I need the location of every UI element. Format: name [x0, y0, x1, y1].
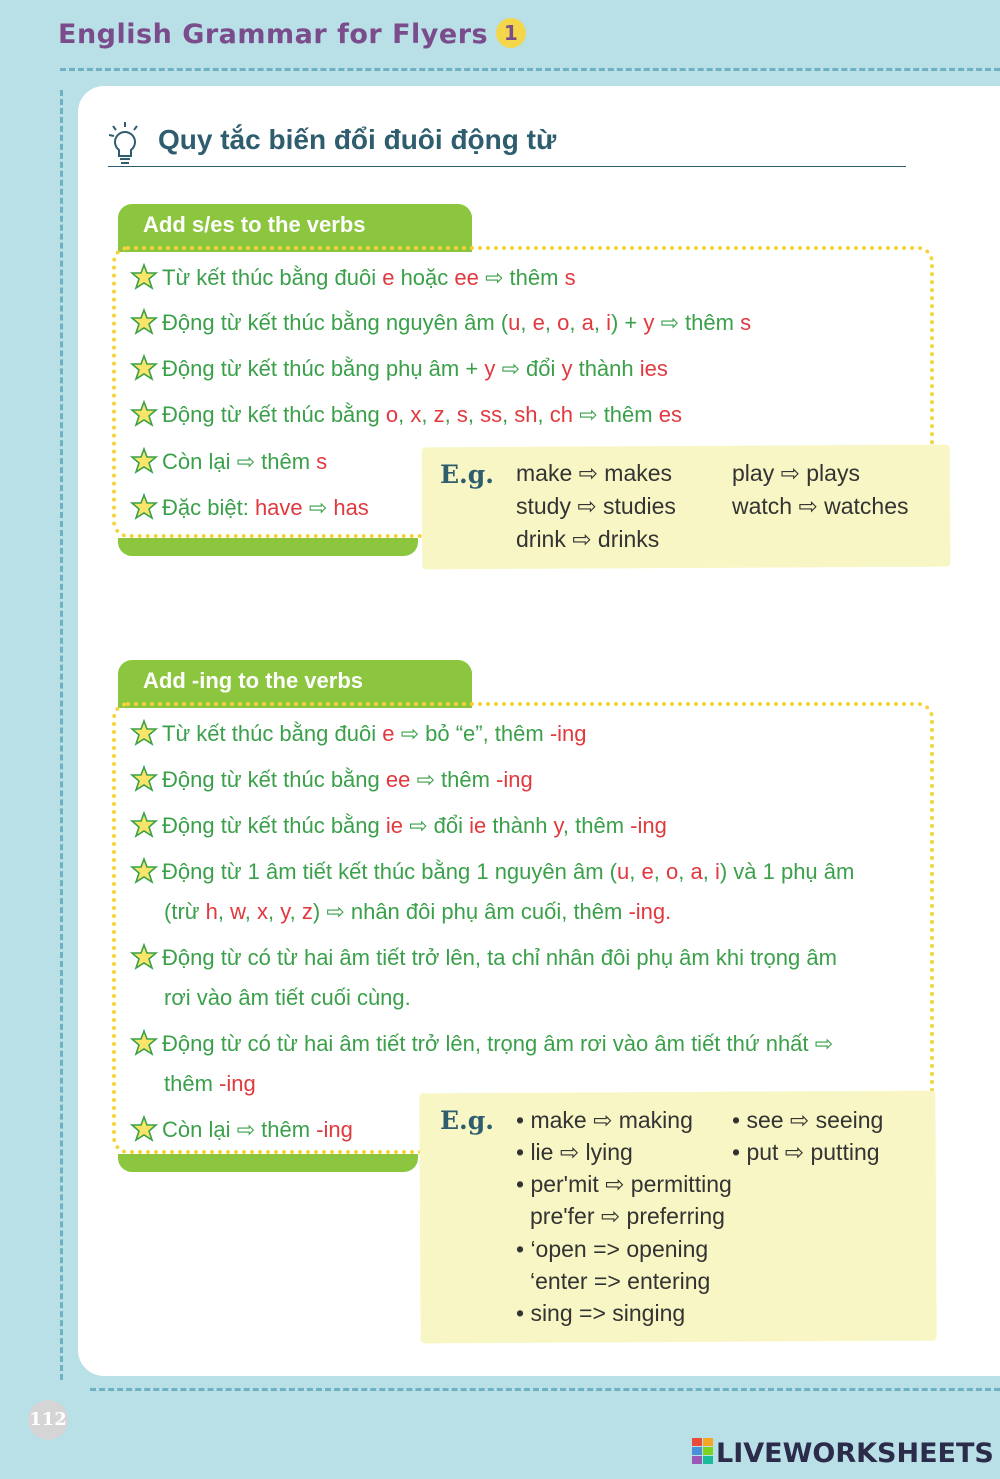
example-item: • see ⇨ seeing	[732, 1107, 884, 1133]
star-icon	[130, 447, 158, 475]
rule-text: ) +	[610, 310, 644, 335]
rule-line	[162, 813, 667, 838]
rule-line	[162, 356, 668, 381]
rule-text: ,	[217, 899, 231, 924]
rule-text: ,	[653, 859, 666, 884]
highlight-text: have	[254, 495, 303, 520]
main-heading	[108, 118, 906, 167]
highlight-text: y	[553, 813, 563, 838]
rule-text: ⇨	[302, 495, 334, 520]
rule-text: Động từ có từ hai âm tiết trở lên, trọng âm rơi vào âm tiết thứ nhất ⇨	[162, 1031, 834, 1056]
example-item: drink ⇨ drinks	[516, 526, 660, 552]
rule-text: ,	[244, 899, 258, 924]
highlight-text: -ing	[496, 767, 533, 792]
highlight-text: ee	[385, 767, 411, 792]
rule-item	[130, 852, 854, 932]
star-icon	[130, 857, 158, 885]
rule-text: Động từ kết thúc bằng	[162, 767, 386, 792]
rule-item	[130, 488, 369, 528]
page-number: 112	[28, 1400, 68, 1440]
dashed-border-left	[60, 90, 63, 1380]
rule-text: hoặc	[394, 265, 455, 290]
footer-brand-text: LIVEWORKSHEETS	[716, 1438, 994, 1469]
main-title: Quy tắc biến đổi đuôi động từ	[158, 124, 557, 155]
rule-text: ⇨ thêm	[573, 402, 659, 427]
highlight-text: s	[740, 310, 752, 335]
highlight-text: x	[257, 899, 269, 924]
rule-text: ,	[702, 859, 715, 884]
rule-text: ,	[544, 310, 558, 335]
highlight-text: a	[581, 310, 594, 335]
star-icon	[130, 765, 158, 793]
highlight-text: e	[382, 721, 395, 746]
highlight-text: h	[205, 899, 218, 924]
star-icon	[130, 1029, 158, 1057]
rule-text: ,	[502, 402, 515, 427]
rule-text: thêm	[164, 1071, 220, 1096]
rule-text: (trừ	[164, 899, 206, 924]
highlight-text: s	[456, 402, 468, 427]
section-footer-bar	[118, 538, 418, 556]
star-icon	[130, 400, 158, 428]
rule-text: Từ kết thúc bằng đuôi	[162, 265, 383, 290]
star-icon	[130, 943, 158, 971]
rule-text: ,	[678, 859, 691, 884]
highlight-text: s	[564, 265, 576, 290]
rule-text: ,	[268, 899, 281, 924]
rule-line	[162, 449, 327, 474]
highlight-text: e	[532, 310, 545, 335]
highlight-text: u	[508, 310, 521, 335]
rule-text: Động từ có từ hai âm tiết trở lên, ta chỉ nhân đôi phụ âm khi trọng âm	[162, 945, 837, 970]
highlight-text: y	[484, 356, 496, 381]
section-footer-bar	[118, 1154, 418, 1172]
rule-text: ,	[593, 310, 607, 335]
highlight-text: s	[316, 449, 328, 474]
highlight-text: ie	[385, 813, 403, 838]
highlight-text: -ing	[316, 1117, 353, 1142]
volume-badge: 1	[496, 18, 526, 48]
rule-text: ⇨ bỏ “e”, thêm	[394, 721, 550, 746]
rule-line	[162, 945, 837, 970]
highlight-text: -ing.	[628, 899, 672, 924]
book-title-text: English Grammar for Flyers	[58, 19, 489, 50]
highlight-text: i	[606, 310, 611, 335]
example-label: E.g.	[440, 1106, 494, 1135]
rule-text: ,	[569, 310, 582, 335]
rule-text: ,	[289, 899, 302, 924]
example-item: make ⇨ makes	[516, 460, 673, 486]
rule-text: rơi vào âm tiết cuối cùng.	[164, 985, 411, 1010]
rule-text: Động từ kết thúc bằng nguyên âm (	[162, 310, 509, 335]
star-icon	[130, 1115, 158, 1143]
highlight-text: -ing	[630, 813, 667, 838]
rule-text: ⇨ đổi	[495, 356, 562, 381]
rule-text: Động từ kết thúc bằng phụ âm +	[162, 356, 485, 381]
highlight-text: y	[643, 310, 655, 335]
highlight-text: -ing	[549, 721, 587, 746]
section-tab-s-es: Add s/es to the verbs	[118, 204, 472, 252]
highlight-text: has	[333, 495, 369, 520]
example-item: • make ⇨ making	[516, 1107, 693, 1133]
star-icon	[130, 811, 158, 839]
star-icon	[130, 719, 158, 747]
highlight-text: o	[557, 310, 570, 335]
example-item: pre'fer ⇨ preferring	[530, 1203, 725, 1229]
example-item: • per'mit ⇨ permitting	[516, 1171, 732, 1197]
rule-text: Còn lại ⇨ thêm	[162, 1117, 317, 1142]
rule-item	[130, 1110, 353, 1150]
rule-line	[162, 1117, 353, 1142]
rule-text: ,	[537, 402, 550, 427]
rule-text: Động từ kết thúc bằng	[162, 813, 386, 838]
highlight-text: y	[561, 356, 573, 381]
star-icon	[130, 354, 158, 382]
rule-text: ,	[520, 310, 533, 335]
rule-line-continuation	[130, 978, 837, 1018]
example-item: • lie ⇨ lying	[516, 1139, 633, 1165]
example-item: ‘enter => entering	[530, 1268, 711, 1294]
rule-line	[162, 1031, 833, 1056]
highlight-text: i	[714, 859, 720, 884]
rule-text: ) ⇨ nhân đôi phụ âm cuối, thêm	[312, 899, 629, 924]
rule-item	[130, 395, 682, 435]
example-item: • put ⇨ putting	[732, 1139, 880, 1165]
highlight-text: o	[665, 859, 679, 884]
rule-text: ,	[398, 402, 411, 427]
rule-text: ,	[629, 859, 642, 884]
rule-text: Đặc biệt:	[162, 495, 255, 520]
rule-line	[162, 495, 369, 520]
rule-item	[130, 806, 667, 846]
highlight-text: ies	[639, 356, 668, 381]
highlight-text: ch	[549, 402, 574, 427]
lightbulb-icon	[108, 120, 142, 168]
highlight-text: ie	[469, 813, 487, 838]
rule-line	[162, 767, 533, 792]
rule-line	[162, 721, 587, 746]
highlight-text: -ing	[219, 1071, 256, 1096]
rule-item	[130, 303, 751, 343]
example-label: E.g.	[440, 460, 494, 489]
star-icon	[130, 263, 158, 291]
highlight-text: z	[301, 899, 313, 924]
star-icon	[130, 493, 158, 521]
highlight-text: z	[433, 402, 445, 427]
rule-text: , thêm	[562, 813, 631, 838]
highlight-text: w	[230, 899, 245, 924]
example-item: watch ⇨ watches	[732, 493, 909, 519]
rule-text: ) và 1 phụ âm	[719, 859, 855, 884]
rule-line	[162, 859, 854, 884]
highlight-text: x	[410, 402, 422, 427]
rule-text: ⇨ thêm	[410, 767, 497, 792]
rule-text: ⇨ thêm	[654, 310, 741, 335]
rule-item	[130, 714, 587, 754]
highlight-text: ee	[454, 265, 479, 290]
example-item: study ⇨ studies	[516, 493, 676, 519]
highlight-text: o	[385, 402, 399, 427]
highlight-text: e	[641, 859, 654, 884]
highlight-text: es	[658, 402, 682, 427]
rule-text: thành	[572, 356, 640, 381]
rule-text: ,	[467, 402, 481, 427]
rule-item	[130, 258, 576, 298]
highlight-text: ss	[480, 402, 503, 427]
liveworksheets-logo-icon	[692, 1438, 714, 1466]
rule-line	[162, 265, 576, 290]
rule-line	[162, 402, 682, 427]
highlight-text: sh	[514, 402, 538, 427]
footer-brand	[692, 1438, 994, 1469]
example-item: play ⇨ plays	[732, 460, 860, 486]
rule-item	[130, 938, 837, 1018]
section-tab-ing: Add -ing to the verbs	[118, 660, 472, 708]
highlight-text: y	[280, 899, 290, 924]
star-icon	[130, 308, 158, 336]
highlight-text: u	[617, 859, 630, 884]
rule-text: Động từ 1 âm tiết kết thúc bằng 1 nguyên âm (	[162, 859, 617, 884]
rule-text: Từ kết thúc bằng đuôi	[162, 721, 383, 746]
rule-item	[130, 760, 533, 800]
example-item: • ‘open => opening	[516, 1236, 709, 1262]
highlight-text: e	[382, 265, 395, 290]
rule-line	[162, 310, 751, 335]
example-item: • sing => singing	[516, 1300, 686, 1326]
rule-line-continuation	[130, 892, 854, 932]
rule-text: ,	[444, 402, 457, 427]
rule-text: Động từ kết thúc bằng	[162, 402, 386, 427]
rule-text: ⇨ thêm	[478, 265, 565, 290]
dashed-border-bottom	[90, 1388, 1000, 1391]
dashed-border-top	[60, 68, 1000, 71]
rule-text: ,	[421, 402, 434, 427]
book-title	[58, 18, 526, 50]
highlight-text: a	[690, 859, 703, 884]
rule-item	[130, 349, 668, 389]
rule-text: Còn lại ⇨ thêm	[162, 449, 317, 474]
rule-text: thành	[486, 813, 554, 838]
rule-text: ⇨ đổi	[403, 813, 470, 838]
rule-item	[130, 442, 327, 482]
